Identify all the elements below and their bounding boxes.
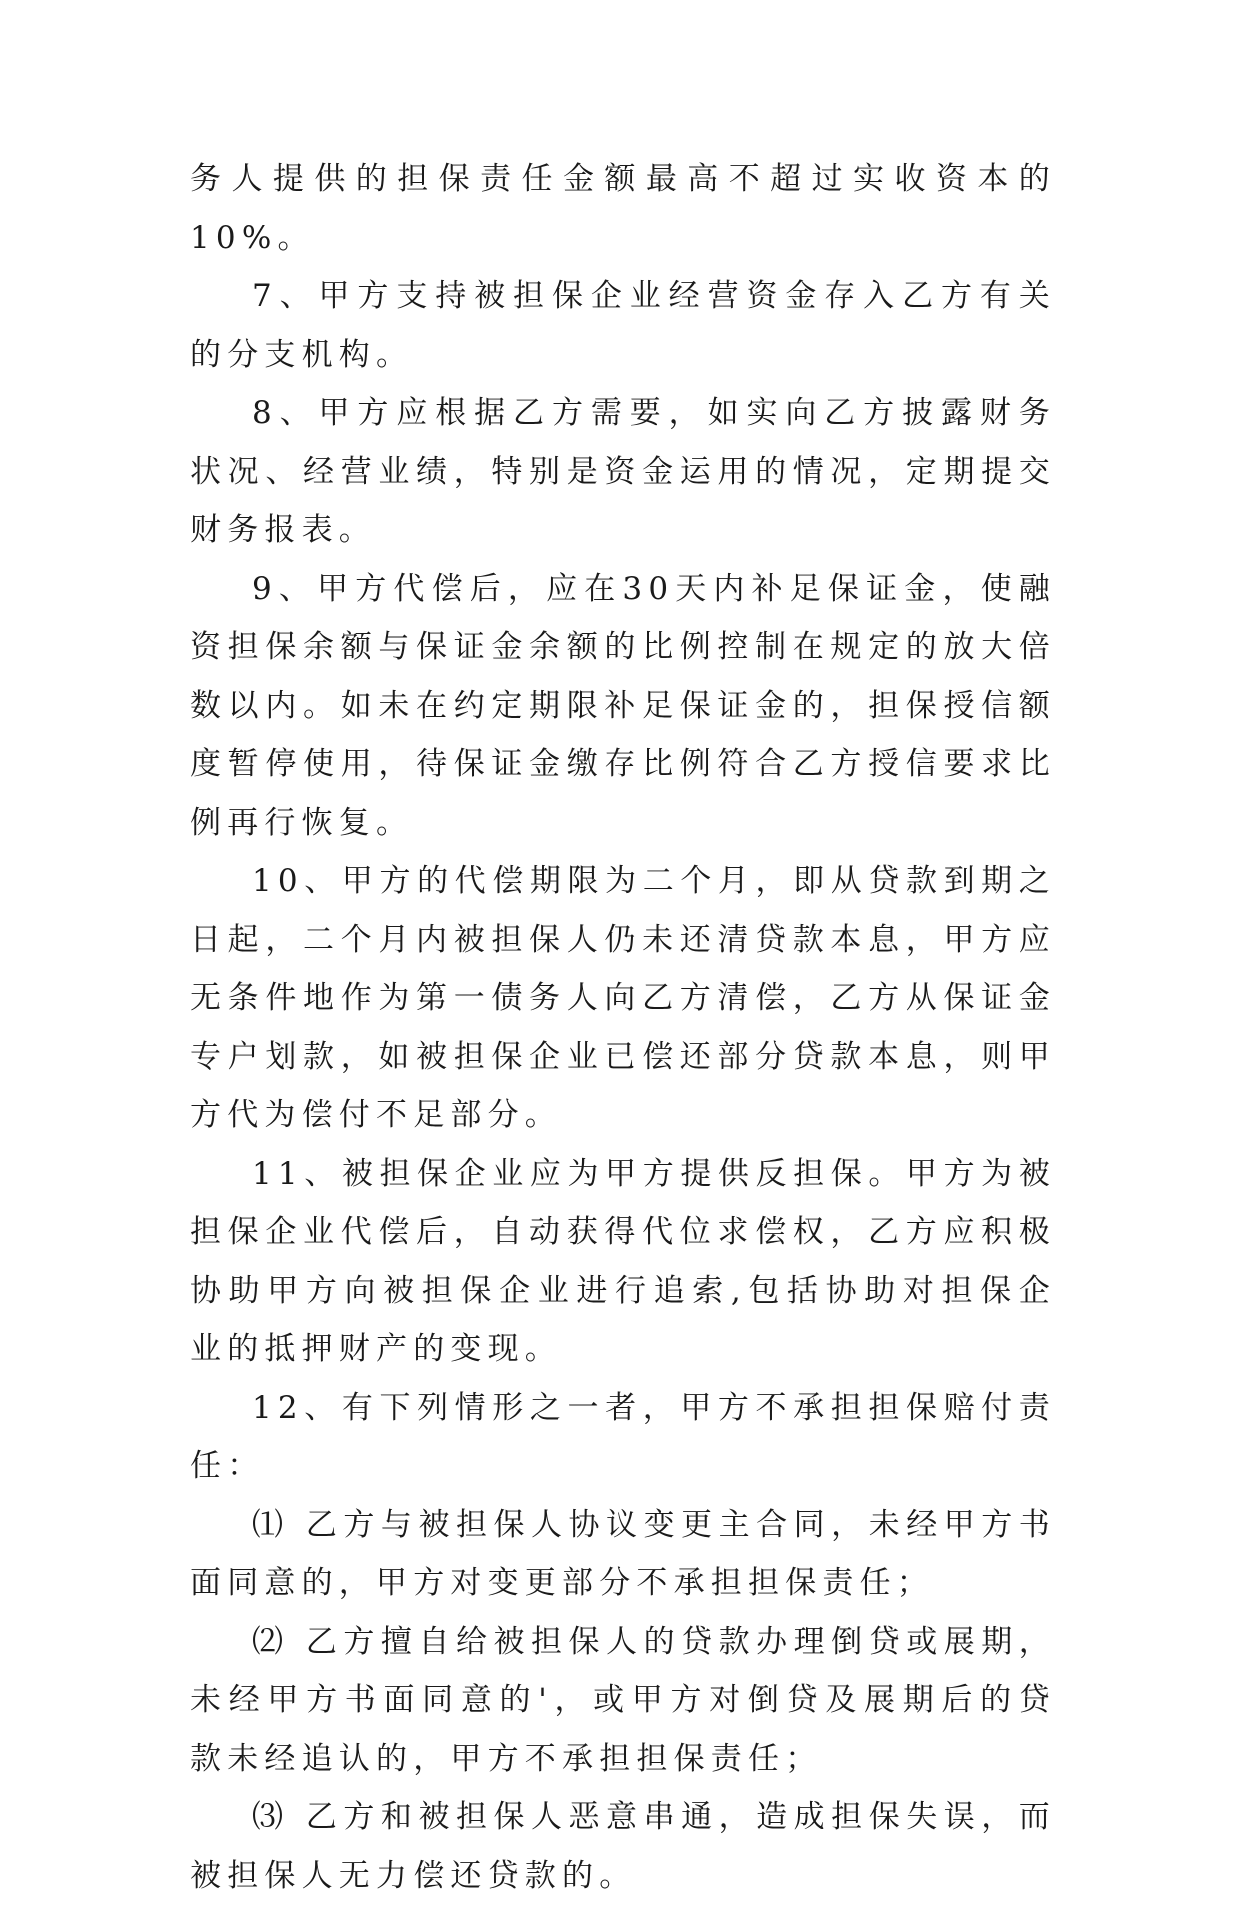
paragraph-12-item-1: ⑴ 乙方与被担保人协议变更主合同，未经甲方书面同意的，甲方对变更部分不承担担保责任； [190, 1506, 1056, 1601]
paragraph-12: 12、有下列情形之一者，甲方不承担担保赔付责任： [190, 1389, 1056, 1484]
paragraph-6-continuation: 务人提供的担保责任金额最高不超过实收资本的10%。 [190, 161, 1056, 256]
paragraph-9: 9、甲方代偿后，应在30天内补足保证金，使融资担保余额与保证金余额的比例控制在规定的放大倍数以内。如未在约定期限补足保证金的，担保授信额度暂停使用，待保证金缴存比例符合乙方授信要求比例再行恢复。 [190, 570, 1056, 841]
paragraph-8: 8、甲方应根据乙方需要，如实向乙方披露财务状况、经营业绩，特别是资金运用的情况，定期提交财务报表。 [190, 395, 1056, 548]
paragraph-12-item-2: ⑵ 乙方擅自给被担保人的贷款办理倒贷或展期，未经甲方书面同意的'，或甲方对倒贷及展期后的贷款未经追认的，甲方不承担担保责任； [190, 1623, 1056, 1777]
paragraph-10: 10、甲方的代偿期限为二个月，即从贷款到期之日起，二个月内被担保人仍未还清贷款本息，甲方应无条件地作为第一债务人向乙方清偿，乙方从保证金专户划款，如被担保企业已偿还部分贷款本息，则甲方代为偿付不足部分。 [190, 863, 1056, 1133]
paragraph-7: 7、甲方支持被担保企业经营资金存入乙方有关的分支机构。 [190, 278, 1056, 373]
paragraph-11: 11、被担保企业应为甲方提供反担保。甲方为被担保企业代偿后，自动获得代位求偿权，乙方应积极协助甲方向被担保企业进行追索,包括协助对担保企业的抵押财产的变现。 [190, 1155, 1056, 1367]
paragraph-12-item-3: ⑶ 乙方和被担保人恶意串通，造成担保失误，而被担保人无力偿还贷款的。 [190, 1799, 1056, 1894]
document-body [190, 150, 1056, 1905]
